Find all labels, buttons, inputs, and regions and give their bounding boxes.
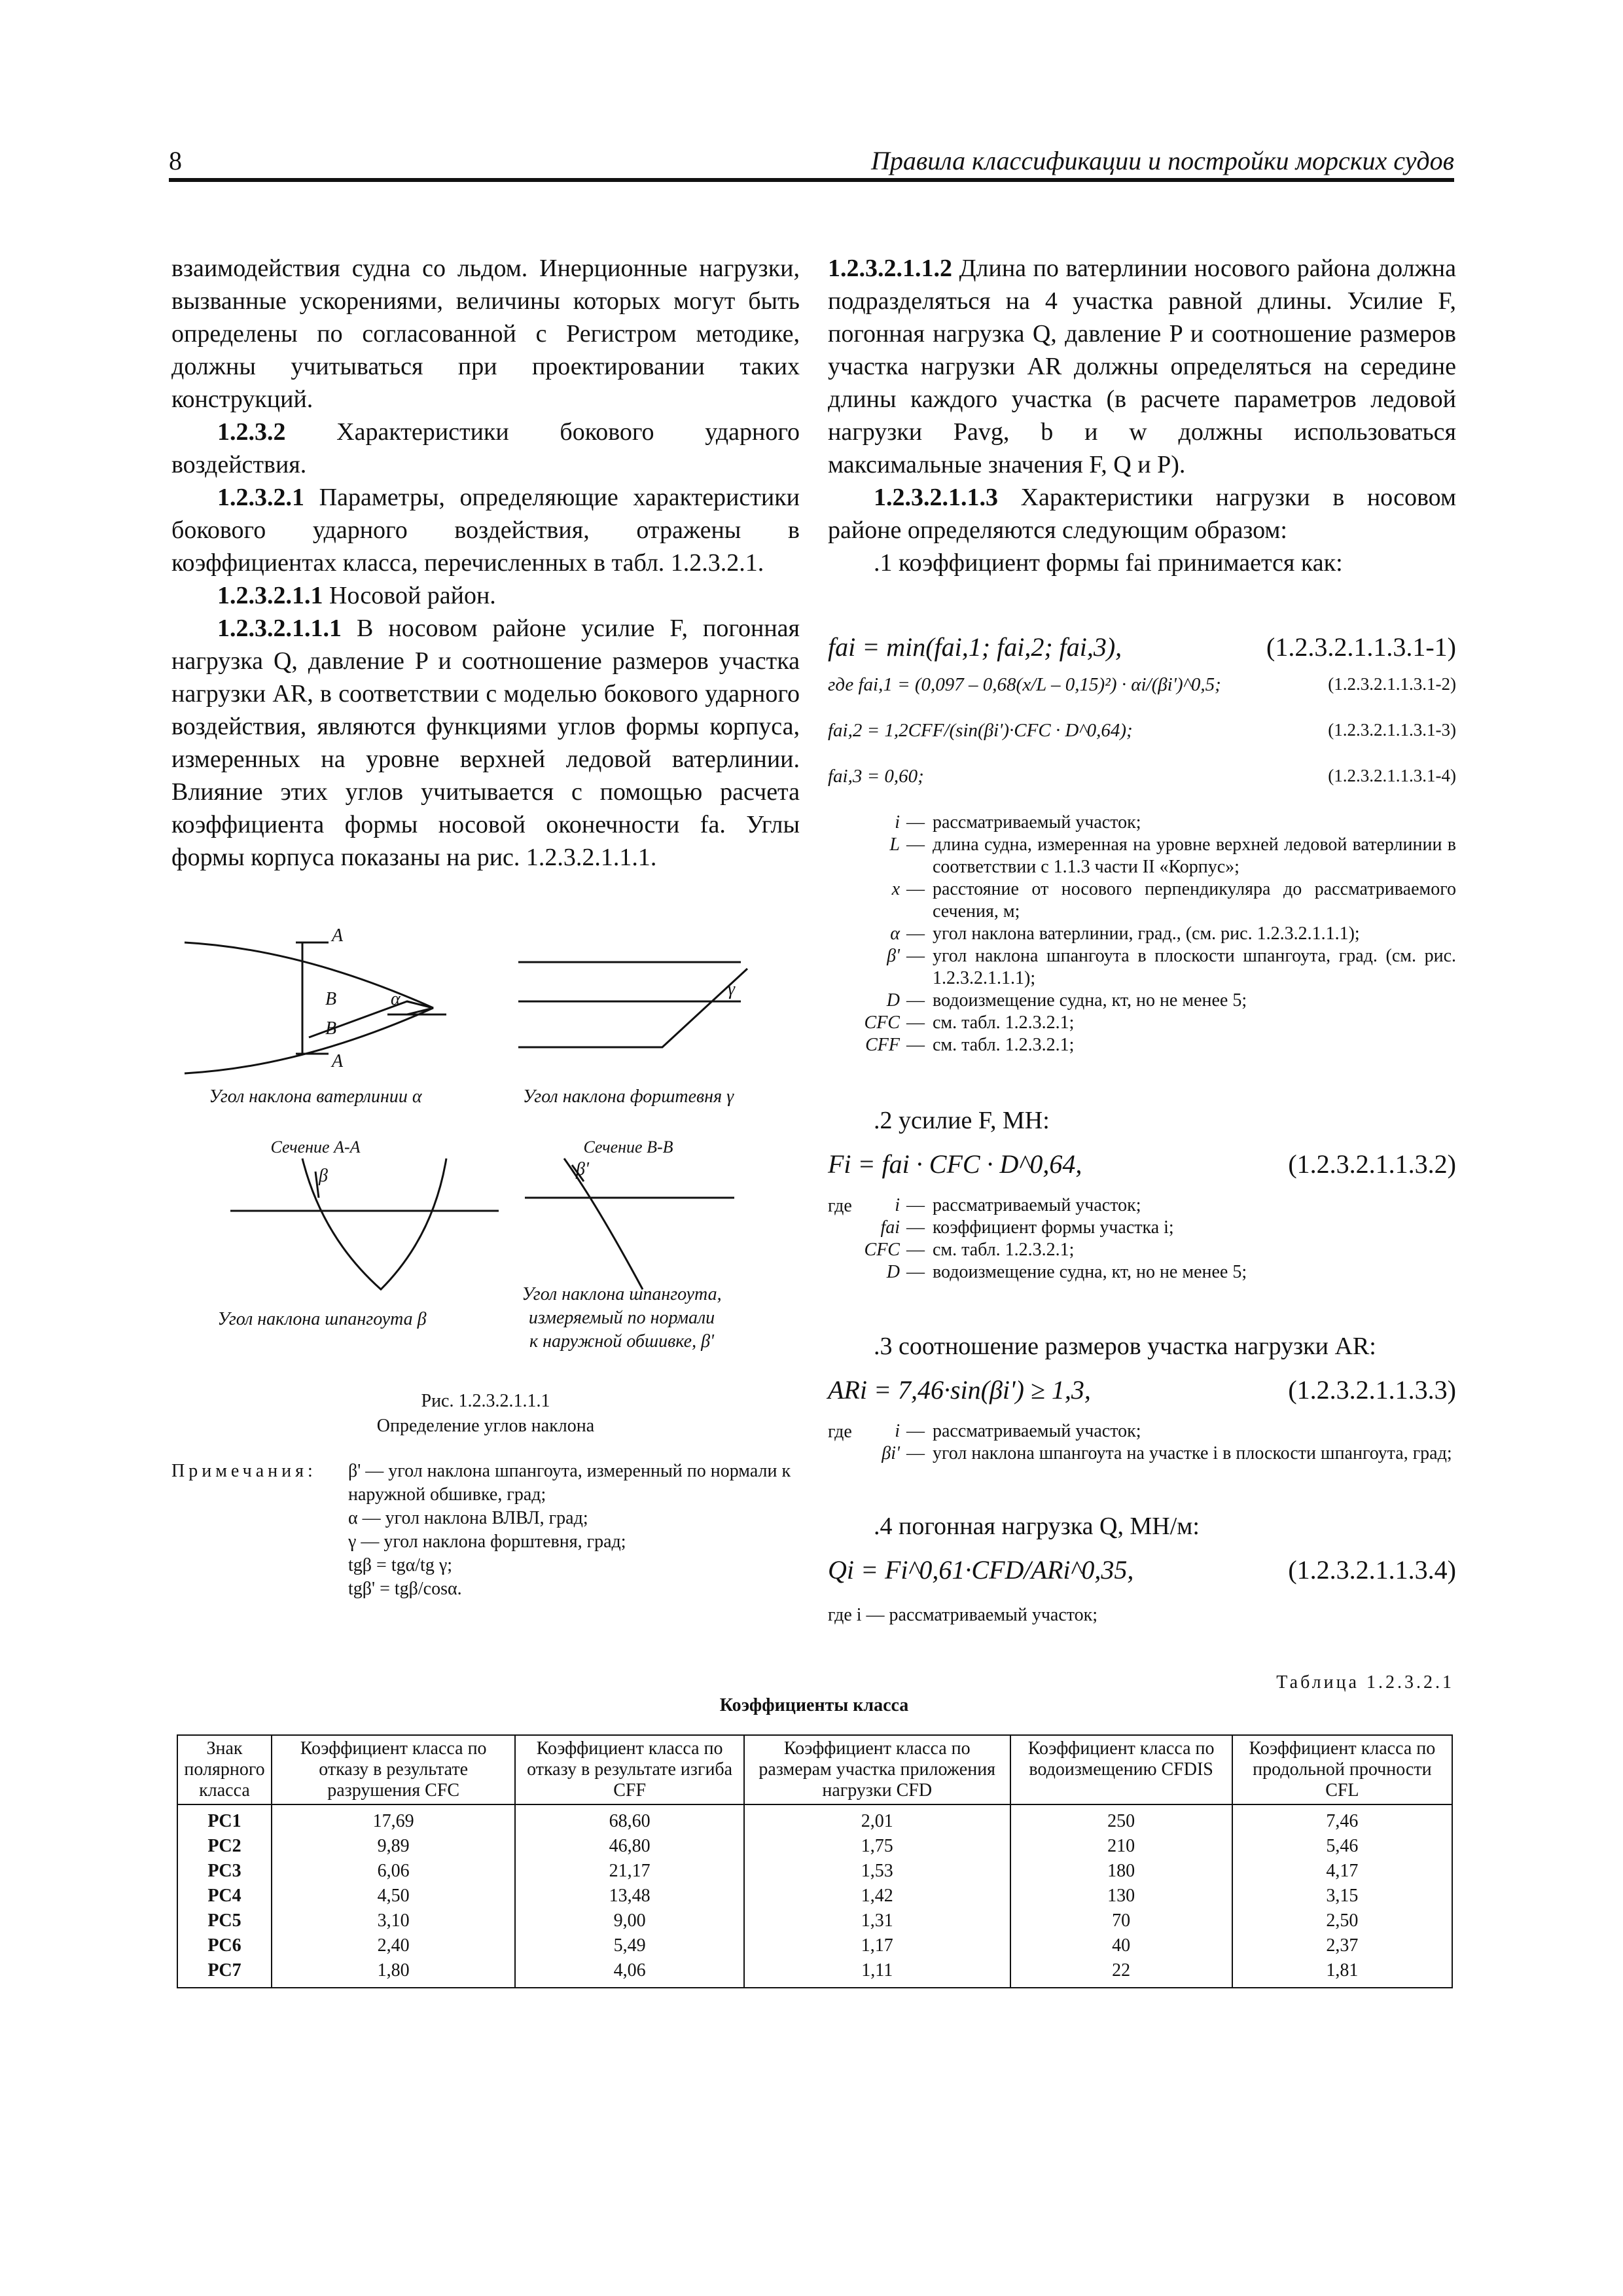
table-header-cell: Коэффициент класса по продольной прочности CFL <box>1232 1735 1452 1804</box>
definition-symbol: CFC <box>864 1240 900 1260</box>
definition-item: D — водоизмещение судна, кт, но не менее 5; <box>828 990 1456 1012</box>
subsection-label: .4 погонная нагрузка Q, МН/м: <box>874 1513 1200 1540</box>
table-cell: 2,40 <box>272 1933 515 1958</box>
table-cell: 2,37 <box>1232 1933 1452 1958</box>
table-header-cell: Коэффициент класса по отказу в результате разрушения CFC <box>272 1735 515 1804</box>
definition-symbol: L <box>889 834 900 855</box>
definition-symbol: CFF <box>865 1035 900 1055</box>
label-a-lower: A <box>332 1051 344 1071</box>
table-cell: 1,17 <box>744 1933 1010 1958</box>
table-cell: 4,06 <box>515 1958 744 1988</box>
definition-text: рассматриваемый участок; <box>933 812 1141 833</box>
equation-4: fai,3 = 0,60; (1.2.3.2.1.1.3.1-4) <box>828 766 1456 787</box>
paragraph: 1.2.3.2.1.1.3 Характеристики нагрузки в носовом районе определяются следующим образом: <box>828 484 1456 544</box>
subsection-label: .3 соотношение размеров участка нагрузки AR: <box>874 1333 1376 1360</box>
table-cell: 22 <box>1010 1958 1232 1988</box>
definition-text: угол наклона ватерлинии, град., (см. рис. 1.2.3.2.1.1.1); <box>933 924 1360 944</box>
table-header-cell: Коэффициент класса по размерам участка приложения нагрузки CFD <box>744 1735 1010 1804</box>
table-title: Коэффициенты класса <box>719 1695 909 1715</box>
table-cell: 1,42 <box>744 1884 1010 1909</box>
label-beta: β <box>319 1166 328 1186</box>
definition-text: длина судна, измеренная на уровне верхней ледовой ватерлинии в соответствии с 1.1.3 части II «Корпус»; <box>933 834 1456 877</box>
definition-symbol: i <box>895 812 900 833</box>
table-row <box>177 1884 1452 1909</box>
definition-item: βi' — угол наклона шпангоута на участке i в плоскости шпангоута, град; <box>828 1443 1456 1465</box>
section-heading: 1.2.3.2 Характеристики бокового ударного воздействия. <box>171 418 800 478</box>
definition-item: fai — коэффициент формы участка i; <box>828 1217 1456 1239</box>
definition-item: β' — угол наклона шпангоута в плоскости шпангоута, град. (см. рис. 1.2.3.2.1.1.1); <box>828 945 1456 990</box>
table-cell: 250 <box>1010 1804 1232 1834</box>
definitions-list-1 <box>828 812 1456 1056</box>
table-cell: 210 <box>1010 1834 1232 1859</box>
table-row <box>177 1909 1452 1933</box>
table-cell: 5,46 <box>1232 1834 1452 1859</box>
table-label: Таблица 1.2.3.2.1 <box>1276 1672 1454 1693</box>
label-b: B <box>325 989 337 1009</box>
figure-title: Определение углов наклона <box>376 1416 595 1436</box>
table-cell: 9,00 <box>515 1909 744 1933</box>
table-cell: 1,31 <box>744 1909 1010 1933</box>
definition-symbol: β' <box>887 946 900 966</box>
equation-7: Qi = Fi^0,61·CFD/ARi^0,35, (1.2.3.2.1.1.3.4) <box>828 1555 1456 1585</box>
definition-symbol: α <box>890 924 900 944</box>
table-cell: 5,49 <box>515 1933 744 1958</box>
table-header-cell: Знак полярного класса <box>177 1735 272 1804</box>
definition-symbol: CFC <box>864 1013 900 1033</box>
table-cell: 1,53 <box>744 1859 1010 1884</box>
label-b-lower: B <box>325 1018 337 1039</box>
table-row <box>177 1933 1452 1958</box>
class-symbol-cell: PC2 <box>177 1834 272 1859</box>
figure-number: Рис. 1.2.3.2.1.1.1 <box>421 1391 550 1411</box>
right-column <box>828 252 1456 579</box>
table-row <box>177 1804 1452 1834</box>
table-cell: 2,01 <box>744 1804 1010 1834</box>
table-cell: 70 <box>1010 1909 1232 1933</box>
class-symbol-cell: PC6 <box>177 1933 272 1958</box>
class-symbol-cell: PC1 <box>177 1804 272 1834</box>
table-cell: 6,06 <box>272 1859 515 1884</box>
definition-item: CFC — см. табл. 1.2.3.2.1; <box>828 1239 1456 1261</box>
table-cell: 7,46 <box>1232 1804 1452 1834</box>
table-cell: 68,60 <box>515 1804 744 1834</box>
definition-symbol: βi' <box>882 1443 900 1463</box>
page-number: 8 <box>169 146 182 175</box>
definition-symbol: i <box>895 1421 900 1441</box>
definition-item: i — рассматриваемый участок; <box>828 1194 1456 1217</box>
class-symbol-cell: PC7 <box>177 1958 272 1988</box>
equation-1: fai = min(fai,1; fai,2; fai,3), (1.2.3.2.1.1.3.1-1) <box>828 632 1456 662</box>
class-factors-table <box>177 1734 1453 1988</box>
definition-item: CFF — см. табл. 1.2.3.2.1; <box>828 1034 1456 1056</box>
definition-text: см. табл. 1.2.3.2.1; <box>933 1013 1075 1033</box>
table-cell: 2,50 <box>1232 1909 1452 1933</box>
figure-notes: Примечания: β' — угол наклона шпангоута, измеренный по нормали к наружной обшивке, град; α — угол наклона ВЛВЛ, град; γ — угол наклона форштевня, град; tgβ = tgα/tg γ; tgβ' = tgβ/cosα. <box>171 1461 791 1599</box>
table-cell: 13,48 <box>515 1884 744 1909</box>
table-cell: 3,10 <box>272 1909 515 1933</box>
table-cell: 4,50 <box>272 1884 515 1909</box>
paragraph: 1.2.3.2.1.1.2 Длина по ватерлинии носового района должна подразделяться на 4 участка равной длины. Усилие F, погонная нагрузка Q, давление P и соотношение размеров участка нагрузки AR должны определяться на середине длины каждого участка (в расчете параметров ледовой нагрузки Pavg, b и w должны использоваться максимальные значения F, Q и P). <box>828 255 1456 478</box>
definition-text: рассматриваемый участок; <box>933 1421 1141 1441</box>
label-beta-prime: β' <box>576 1159 589 1179</box>
table-cell: 9,89 <box>272 1834 515 1859</box>
equation-2: где fai,1 = (0,097 – 0,68(x/L – 0,15)²) · αi/(βi')^0,5; (1.2.3.2.1.1.3.1-2) <box>828 674 1456 695</box>
definition-item: CFC — см. табл. 1.2.3.2.1; <box>828 1012 1456 1034</box>
table-cell: 21,17 <box>515 1859 744 1884</box>
definition-item: L — длина судна, измеренная на уровне верхней ледовой ватерлинии в соответствии с 1.1.3 части II «Корпус»; <box>828 834 1456 878</box>
definition-symbol: i <box>895 1195 900 1215</box>
definition-item: i — рассматриваемый участок; <box>828 1420 1456 1443</box>
where-label: где <box>828 1196 852 1216</box>
caption-normal-frame-angle: Угол наклона шпангоута, измеряемый по нормали к наружной обшивке, β' <box>522 1284 722 1352</box>
definition-symbol: x <box>891 879 900 899</box>
table-cell: 46,80 <box>515 1834 744 1859</box>
running-title: Правила классификации и постройки морских судов <box>870 146 1454 175</box>
class-symbol-cell: PC5 <box>177 1909 272 1933</box>
caption-waterline-angle: Угол наклона ватерлинии α <box>209 1086 422 1107</box>
paragraph: 1.2.3.2.1 Параметры, определяющие характеристики бокового ударного воздействия, отражены в коэффициентах класса, перечисленных в табл. 1.2.3.2.1. <box>171 484 800 577</box>
class-symbol-cell: PC3 <box>177 1859 272 1884</box>
subsection-label: .2 усилие F, МН: <box>874 1107 1050 1134</box>
table-cell: 180 <box>1010 1859 1232 1884</box>
caption-section-aa: Сечение А-А <box>270 1138 361 1157</box>
table-cell: 1,11 <box>744 1958 1010 1988</box>
waterline-curve-lower <box>185 1008 433 1073</box>
table-row <box>177 1834 1452 1859</box>
paragraph: взаимодействия судна со льдом. Инерционные нагрузки, вызванные ускорениями, величины которых могут быть определены по согласованной с Регистром методике, должны учитываться при проектировании таких конструкций. <box>171 255 800 413</box>
definitions-list-2 <box>828 1194 1456 1283</box>
table-cell: 17,69 <box>272 1804 515 1834</box>
where-label: где <box>828 1422 852 1442</box>
table-cell: 4,17 <box>1232 1859 1452 1884</box>
definitions-list-3 <box>828 1420 1456 1465</box>
definition-text: угол наклона шпангоута в плоскости шпангоута, град. (см. рис. 1.2.3.2.1.1.1); <box>933 946 1456 988</box>
table-header-cell: Коэффициент класса по водоизмещению CFDIS <box>1010 1735 1232 1804</box>
definition-text: см. табл. 1.2.3.2.1; <box>933 1240 1075 1260</box>
definition-text: водоизмещение судна, кт, но не менее 5; <box>933 990 1247 1011</box>
table-header-cell: Коэффициент класса по отказу в результате изгиба CFF <box>515 1735 744 1804</box>
definition-text: см. табл. 1.2.3.2.1; <box>933 1035 1075 1055</box>
label-a: A <box>332 925 344 946</box>
equation-5: Fi = fai · CFC · D^0,64, (1.2.3.2.1.1.3.2) <box>828 1149 1456 1179</box>
definition-item: i — рассматриваемый участок; <box>828 812 1456 834</box>
table-cell: 1,81 <box>1232 1958 1452 1988</box>
definition-text: водоизмещение судна, кт, но не менее 5; <box>933 1262 1247 1282</box>
class-symbol-cell: PC4 <box>177 1884 272 1909</box>
definition-item: D — водоизмещение судна, кт, но не менее 5; <box>828 1261 1456 1283</box>
definition-item: α — угол наклона ватерлинии, град., (см. рис. 1.2.3.2.1.1.1); <box>828 923 1456 945</box>
paragraph: 1.2.3.2.1.1.1 В носовом районе усилие F, погонная нагрузка Q, давление P и соотношение размеров участка нагрузки AR, в соответствии с моделью бокового ударного воздействия, являются функциями углов формы корпуса, измеренных на уровне верхней ледовой ватерлинии. Влияние этих углов учитывается с помощью расчета коэффициента формы носовой оконечности fa. Углы формы корпуса показаны на рис. 1.2.3.2.1.1.1. <box>171 615 800 871</box>
label-gamma: γ <box>728 979 736 999</box>
table-cell: 1,80 <box>272 1958 515 1988</box>
caption-section-bb: Сечение В-В <box>583 1138 673 1157</box>
where-note: где i — рассматриваемый участок; <box>828 1605 1098 1625</box>
equation-3: fai,2 = 1,2CFF/(sin(βi')·CFC · D^0,64); (1.2.3.2.1.1.3.1-3) <box>828 720 1456 741</box>
equation-6: ARi = 7,46·sin(βi') ≥ 1,3, (1.2.3.2.1.1.3.3) <box>828 1375 1456 1405</box>
definition-symbol: D <box>886 990 900 1011</box>
definition-symbol: D <box>886 1262 900 1282</box>
caption-frame-angle: Угол наклона шпангоута β <box>217 1309 427 1329</box>
table-cell: 1,75 <box>744 1834 1010 1859</box>
table-cell: 130 <box>1010 1884 1232 1909</box>
definition-text: рассматриваемый участок; <box>933 1195 1141 1215</box>
definition-text: угол наклона шпангоута на участке i в плоскости шпангоута, град; <box>933 1443 1452 1463</box>
subsection-label: .1 коэффициент формы fai принимается как: <box>874 549 1343 577</box>
caption-stem-angle: Угол наклона форштевня γ <box>522 1086 734 1107</box>
table-row <box>177 1958 1452 1988</box>
header-rule <box>169 178 1454 182</box>
definition-item: x — расстояние от носового перпендикуляра до рассматриваемого сечения, м; <box>828 878 1456 923</box>
section-heading: 1.2.3.2.1.1 Носовой район. <box>217 582 496 609</box>
table-cell: 3,15 <box>1232 1884 1452 1909</box>
label-alpha: α <box>391 989 401 1009</box>
definition-symbol: fai <box>880 1217 900 1238</box>
left-column <box>171 252 800 874</box>
definition-text: расстояние от носового перпендикуляра до рассматриваемого сечения, м; <box>933 879 1456 922</box>
table-cell: 40 <box>1010 1933 1232 1958</box>
table-row <box>177 1859 1452 1884</box>
definition-text: коэффициент формы участка i; <box>933 1217 1174 1238</box>
